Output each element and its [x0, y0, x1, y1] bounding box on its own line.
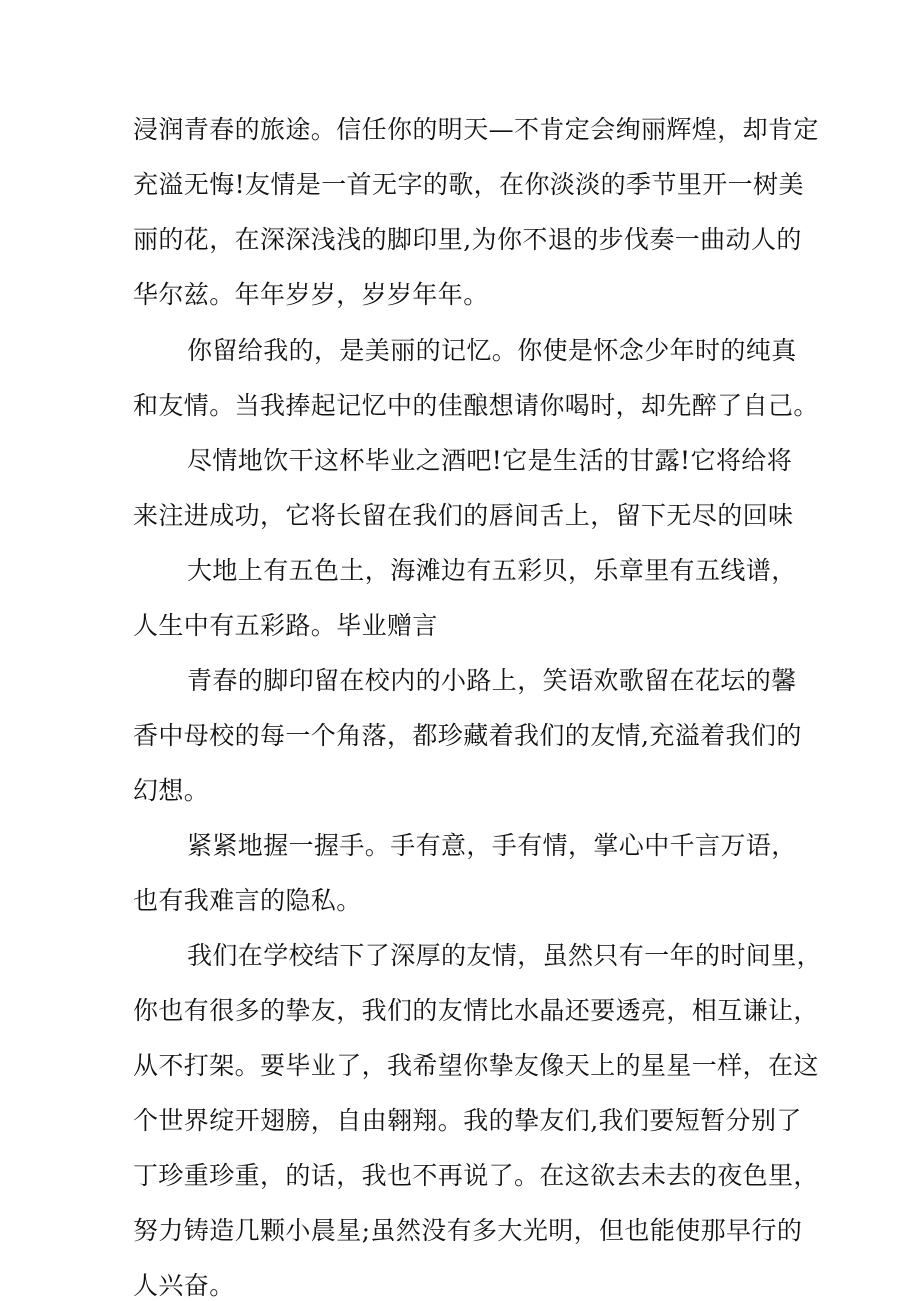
paragraph-1-line-2: 充溢无悔!友情是一首无字的歌，在你淡淡的季节里开一树美 — [133, 170, 804, 199]
paragraph-4-line-1: 大地上有五色土，海滩边有五彩贝，乐章里有五线谱， — [187, 556, 797, 585]
paragraph-1-line-1: 浸润青春的旅途。信任你的明天—不肯定会绚丽辉煌，却肯定 — [133, 115, 819, 144]
paragraph-7-line-4: 个世界绽开翅膀，自由翱翔。我的挚友们,我们要短暂分别了 — [133, 1106, 802, 1135]
paragraph-5-line-1: 青春的脚印留在校内的小路上，笑语欢歌留在花坛的馨 — [187, 666, 797, 695]
paragraph-2-line-2: 和友情。当我捧起记忆中的佳酿想请你喝时，却先醉了自己。 — [133, 391, 819, 420]
paragraph-6-line-1: 紧紧地握一握手。手有意，手有情，掌心中千言万语， — [187, 831, 797, 860]
paragraph-6-line-2: 也有我难言的隐私。 — [133, 886, 362, 915]
paragraph-7-line-5: 丁珍重珍重，的话，我也不再说了。在这欲去未去的夜色里， — [133, 1161, 819, 1190]
paragraph-1-line-4: 华尔兹。年年岁岁，岁岁年年。 — [133, 280, 489, 309]
paragraph-5-line-3: 幻想。 — [133, 776, 210, 805]
paragraph-7-line-3: 从不打架。要毕业了，我希望你挚友像天上的星星一样，在这 — [133, 1051, 819, 1080]
paragraph-5-line-2: 香中母校的每一个角落，都珍藏着我们的友情,充溢着我们的 — [133, 721, 802, 750]
paragraph-1-line-3: 丽的花，在深深浅浅的脚印里,为你不退的步伐奏一曲动人的 — [133, 225, 802, 254]
paragraph-7-line-6: 努力铸造几颗小晨星;虽然没有多大光明，但也能使那早行的 — [133, 1216, 803, 1245]
paragraph-7-line-7: 人兴奋。 — [133, 1271, 235, 1300]
paragraph-7-line-2: 你也有很多的挚友，我们的友情比水晶还要透亮，相互谦让， — [133, 996, 819, 1025]
paragraph-3-line-1: 尽情地饮干这杯毕业之酒吧!它是生活的甘露!它将给将 — [187, 446, 793, 475]
paragraph-4-line-2: 人生中有五彩路。毕业赠言 — [133, 611, 438, 640]
paragraph-2-line-1: 你留给我的，是美丽的记忆。你使是怀念少年时的纯真 — [187, 336, 797, 365]
paragraph-7-line-1: 我们在学校结下了深厚的友情，虽然只有一年的时间里， — [187, 941, 823, 970]
paragraph-3-line-2: 来注进成功，它将长留在我们的唇间舌上，留下无尽的回味 — [133, 501, 794, 530]
